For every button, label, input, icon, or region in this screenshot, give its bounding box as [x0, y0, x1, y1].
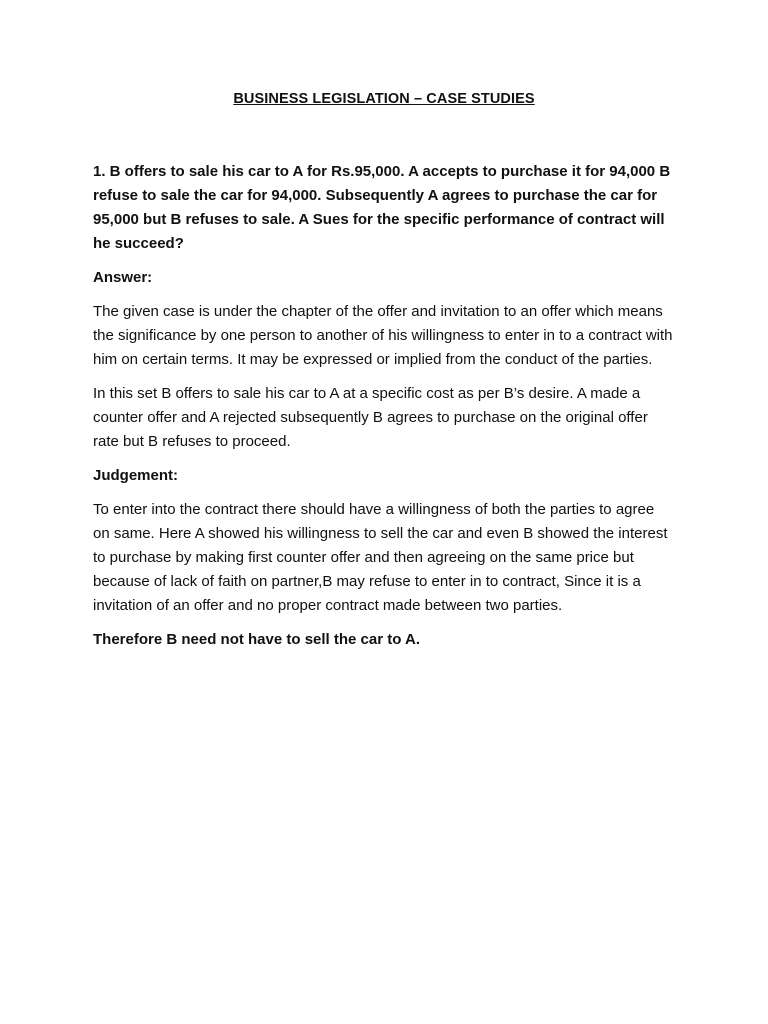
document-title: BUSINESS LEGISLATION – CASE STUDIES [233, 91, 535, 107]
document-body [93, 160, 673, 662]
answer-heading: Answer: [93, 269, 153, 286]
case-question: 1. B offers to sale his car to A for Rs.95,000. A accepts to purchase it for 94,000 B refuse to sale the car for 94,000. Subsequently A agrees to purchase the car for 95,000 but B refuses to sale. A Sues for the specific performance of contract will he succeed? [93, 163, 671, 252]
conclusion: Therefore B need not have to sell the car to A. [93, 631, 421, 648]
judgement-paragraph: To enter into the contract there should have a willingness of both the parties to agree on same. Here A showed his willingness to sell the car and even B showed the interest to purchase by making first counter offer and then agreeing on the same price but because of lack of faith on partner,B may refuse to enter in to contract, Since it is a invitation of an offer and no proper contract made between two parties. [93, 501, 668, 614]
answer-paragraph-2: In this set B offers to sale his car to A at a specific cost as per B’s desire. A made a counter offer and A rejected subsequently B agrees to purchase on the original offer rate but B refuses to proceed. [93, 385, 648, 450]
judgement-heading: Judgement: [93, 467, 179, 484]
answer-paragraph-1: The given case is under the chapter of the offer and invitation to an offer which means the significance by one person to another of his willingness to enter in to a contract with him on certain terms. It may be expressed or implied from the conduct of the parties. [93, 303, 673, 368]
